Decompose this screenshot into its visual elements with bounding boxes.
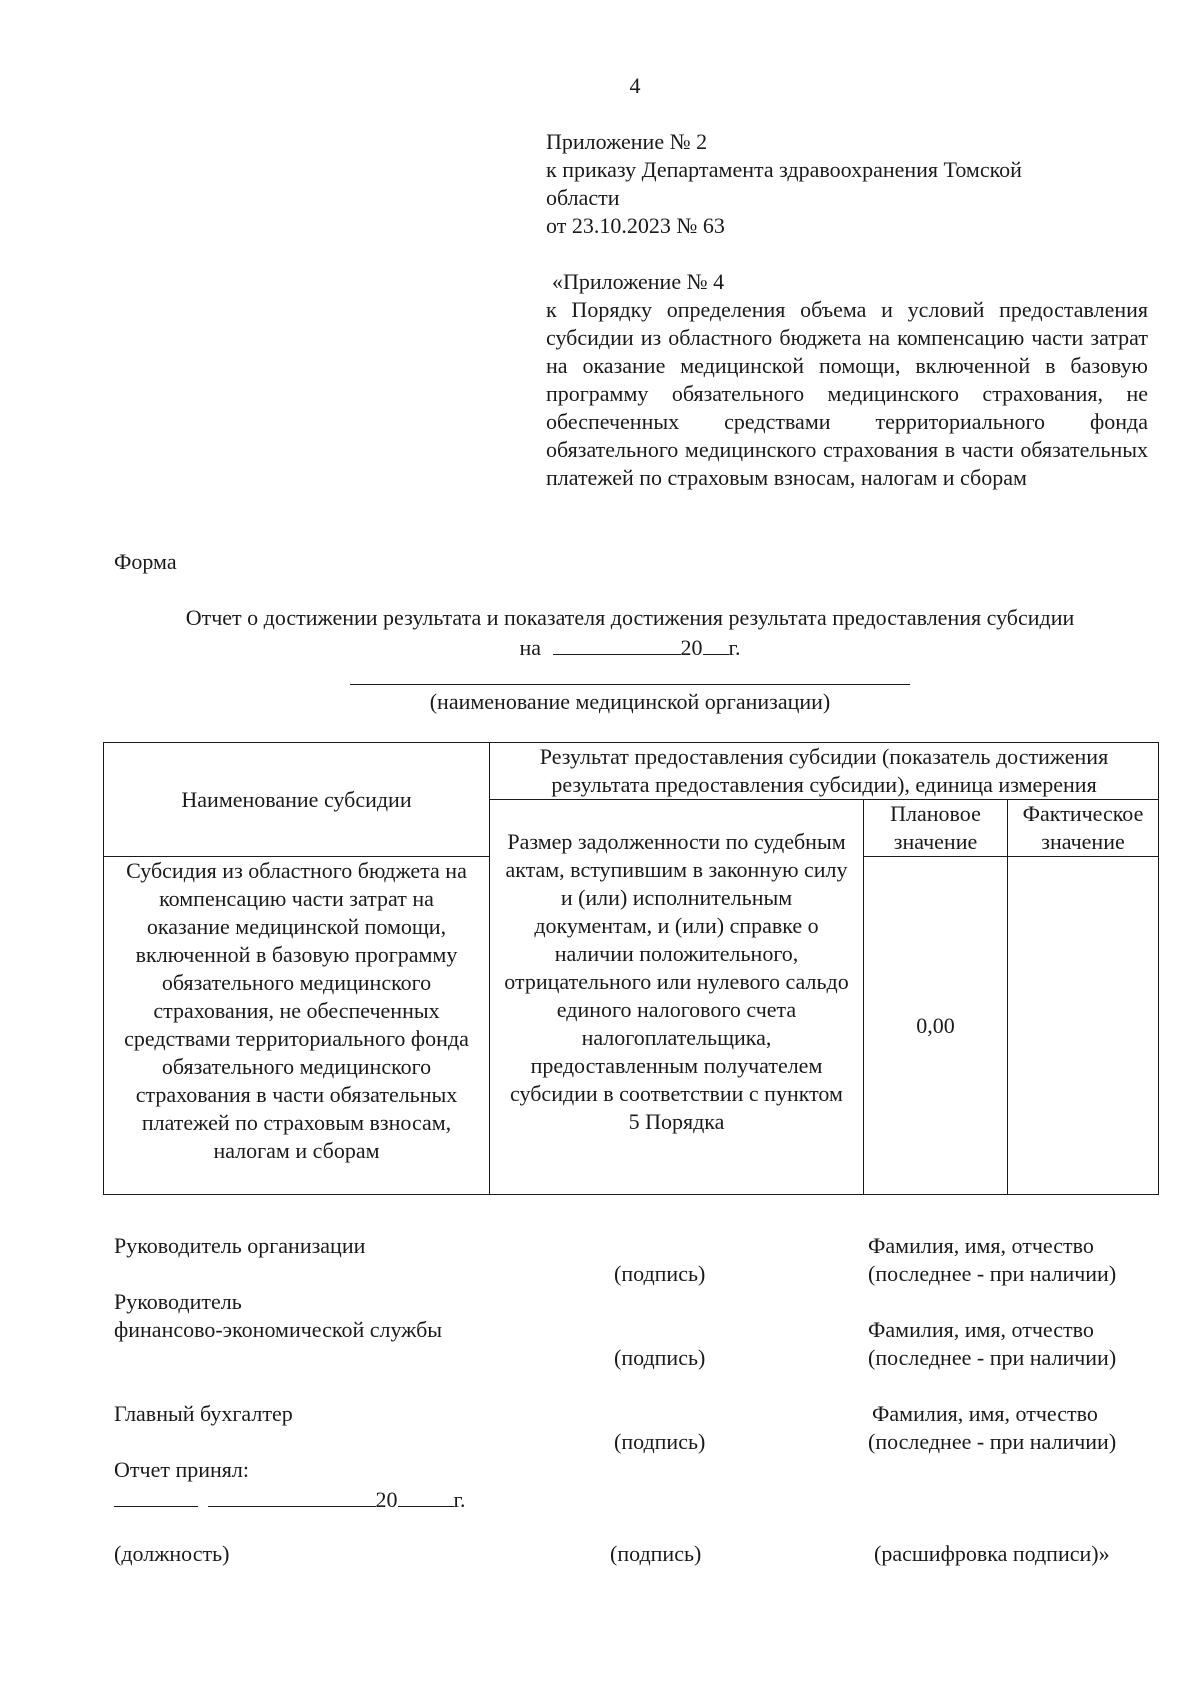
- head-signature-caption: (подпись): [614, 1261, 706, 1286]
- cell-plan: 0,00: [864, 857, 1008, 1195]
- report-date: [114, 632, 1146, 662]
- accepted-label: Отчет принял:: [114, 1457, 249, 1482]
- quoted-appendix-text: к Порядку определения объема и условий предоставления субсидии из областного бюджета на компенсацию части затрат на оказание медицинской помощи, включенной в базовую программу обязательного медицинского страхования, не обеспеченных средствами территориального фонда обязательного медицинского страхования в части обязательных платежей по страховым взносам, налогам и сборам: [546, 297, 1148, 490]
- quoted-appendix-title: «Приложение № 4: [552, 269, 725, 294]
- report-title: Отчет о достижении результата и показателя достижения результата предоставления субсидии: [185, 605, 1075, 630]
- header-fact: Фактическое значение: [1008, 800, 1159, 857]
- accountant-signature-caption: (подпись): [614, 1429, 706, 1454]
- finance-label-line-2: финансово-экономической службы: [114, 1317, 443, 1342]
- accepted-year-blank: [398, 1484, 454, 1507]
- accepted-signature-caption: (подпись): [610, 1541, 702, 1566]
- date-suffix: г.: [728, 635, 741, 660]
- form-label: Форма: [114, 549, 177, 574]
- accepted-suffix: г.: [453, 1487, 466, 1512]
- appendix-title: Приложение № 2: [546, 129, 708, 154]
- appendix-line-3: от 23.10.2023 № 63: [546, 213, 725, 238]
- accountant-fio-line-1: Фамилия, имя, отчество: [872, 1401, 1098, 1426]
- accountant-label: Главный бухгалтер: [114, 1401, 293, 1426]
- cell-subsidy-name: Субсидия из областного бюджета на компенсацию части затрат на оказание медицинской помощи, включенной в базовую программу обязательного медицинского страхования, не обеспеченных средствами территориального фонда обязательного медицинского страхования в части обязательных платежей по страховым взносам, налогам и сборам: [104, 857, 490, 1195]
- report-table: [103, 742, 1159, 1195]
- appendix-line-1: к приказу Департамента здравоохранения Томской: [546, 157, 1022, 182]
- finance-signature-caption: (подпись): [614, 1345, 706, 1370]
- header-result: Результат предоставления субсидии (показатель достижения результата предоставления субсидии), единица измерения: [490, 743, 1159, 800]
- accepted-date: [114, 1484, 466, 1514]
- organization-caption: (наименование медицинской организации): [429, 689, 831, 714]
- accepted-day-blank: [208, 1484, 376, 1507]
- finance-label-line-1: Руководитель: [114, 1289, 242, 1314]
- header-subsidy-name: Наименование субсидии: [104, 743, 490, 857]
- accepted-year: 20: [375, 1487, 398, 1512]
- cell-fact: [1008, 857, 1159, 1195]
- head-fio-line-2: (последнее - при наличии): [868, 1261, 1117, 1286]
- finance-fio-line-2: (последнее - при наличии): [868, 1345, 1117, 1370]
- header-plan: Плановое значение: [864, 800, 1008, 857]
- appendix-header: [546, 128, 1146, 240]
- date-blank: [553, 632, 681, 655]
- accountant-fio-line-2: (последнее - при наличии): [868, 1429, 1117, 1454]
- head-fio-line-1: Фамилия, имя, отчество: [868, 1233, 1094, 1258]
- date-year: 20: [680, 635, 703, 660]
- page-number: 4: [629, 73, 641, 98]
- date-prefix: на: [519, 635, 541, 660]
- head-label: Руководитель организации: [114, 1233, 366, 1258]
- quoted-appendix: [546, 268, 1148, 492]
- appendix-line-2: области: [546, 185, 620, 210]
- cell-result: Размер задолженности по судебным актам, вступившим в законную силу и (или) исполнительным документам, и (или) справке о наличии положительного, отрицательного или нулевого сальдо единого налогового счета налогоплательщика, предоставленным получателем субсидии в соответствии с пунктом 5 Порядка: [490, 800, 864, 1195]
- organization-line: [350, 684, 910, 685]
- finance-fio-line-1: Фамилия, имя, отчество: [868, 1317, 1094, 1342]
- decode-caption: (расшифровка подписи)»: [874, 1541, 1110, 1566]
- accepted-position-blank: [114, 1484, 198, 1507]
- position-caption: (должность): [114, 1541, 230, 1566]
- year-blank: [703, 632, 729, 655]
